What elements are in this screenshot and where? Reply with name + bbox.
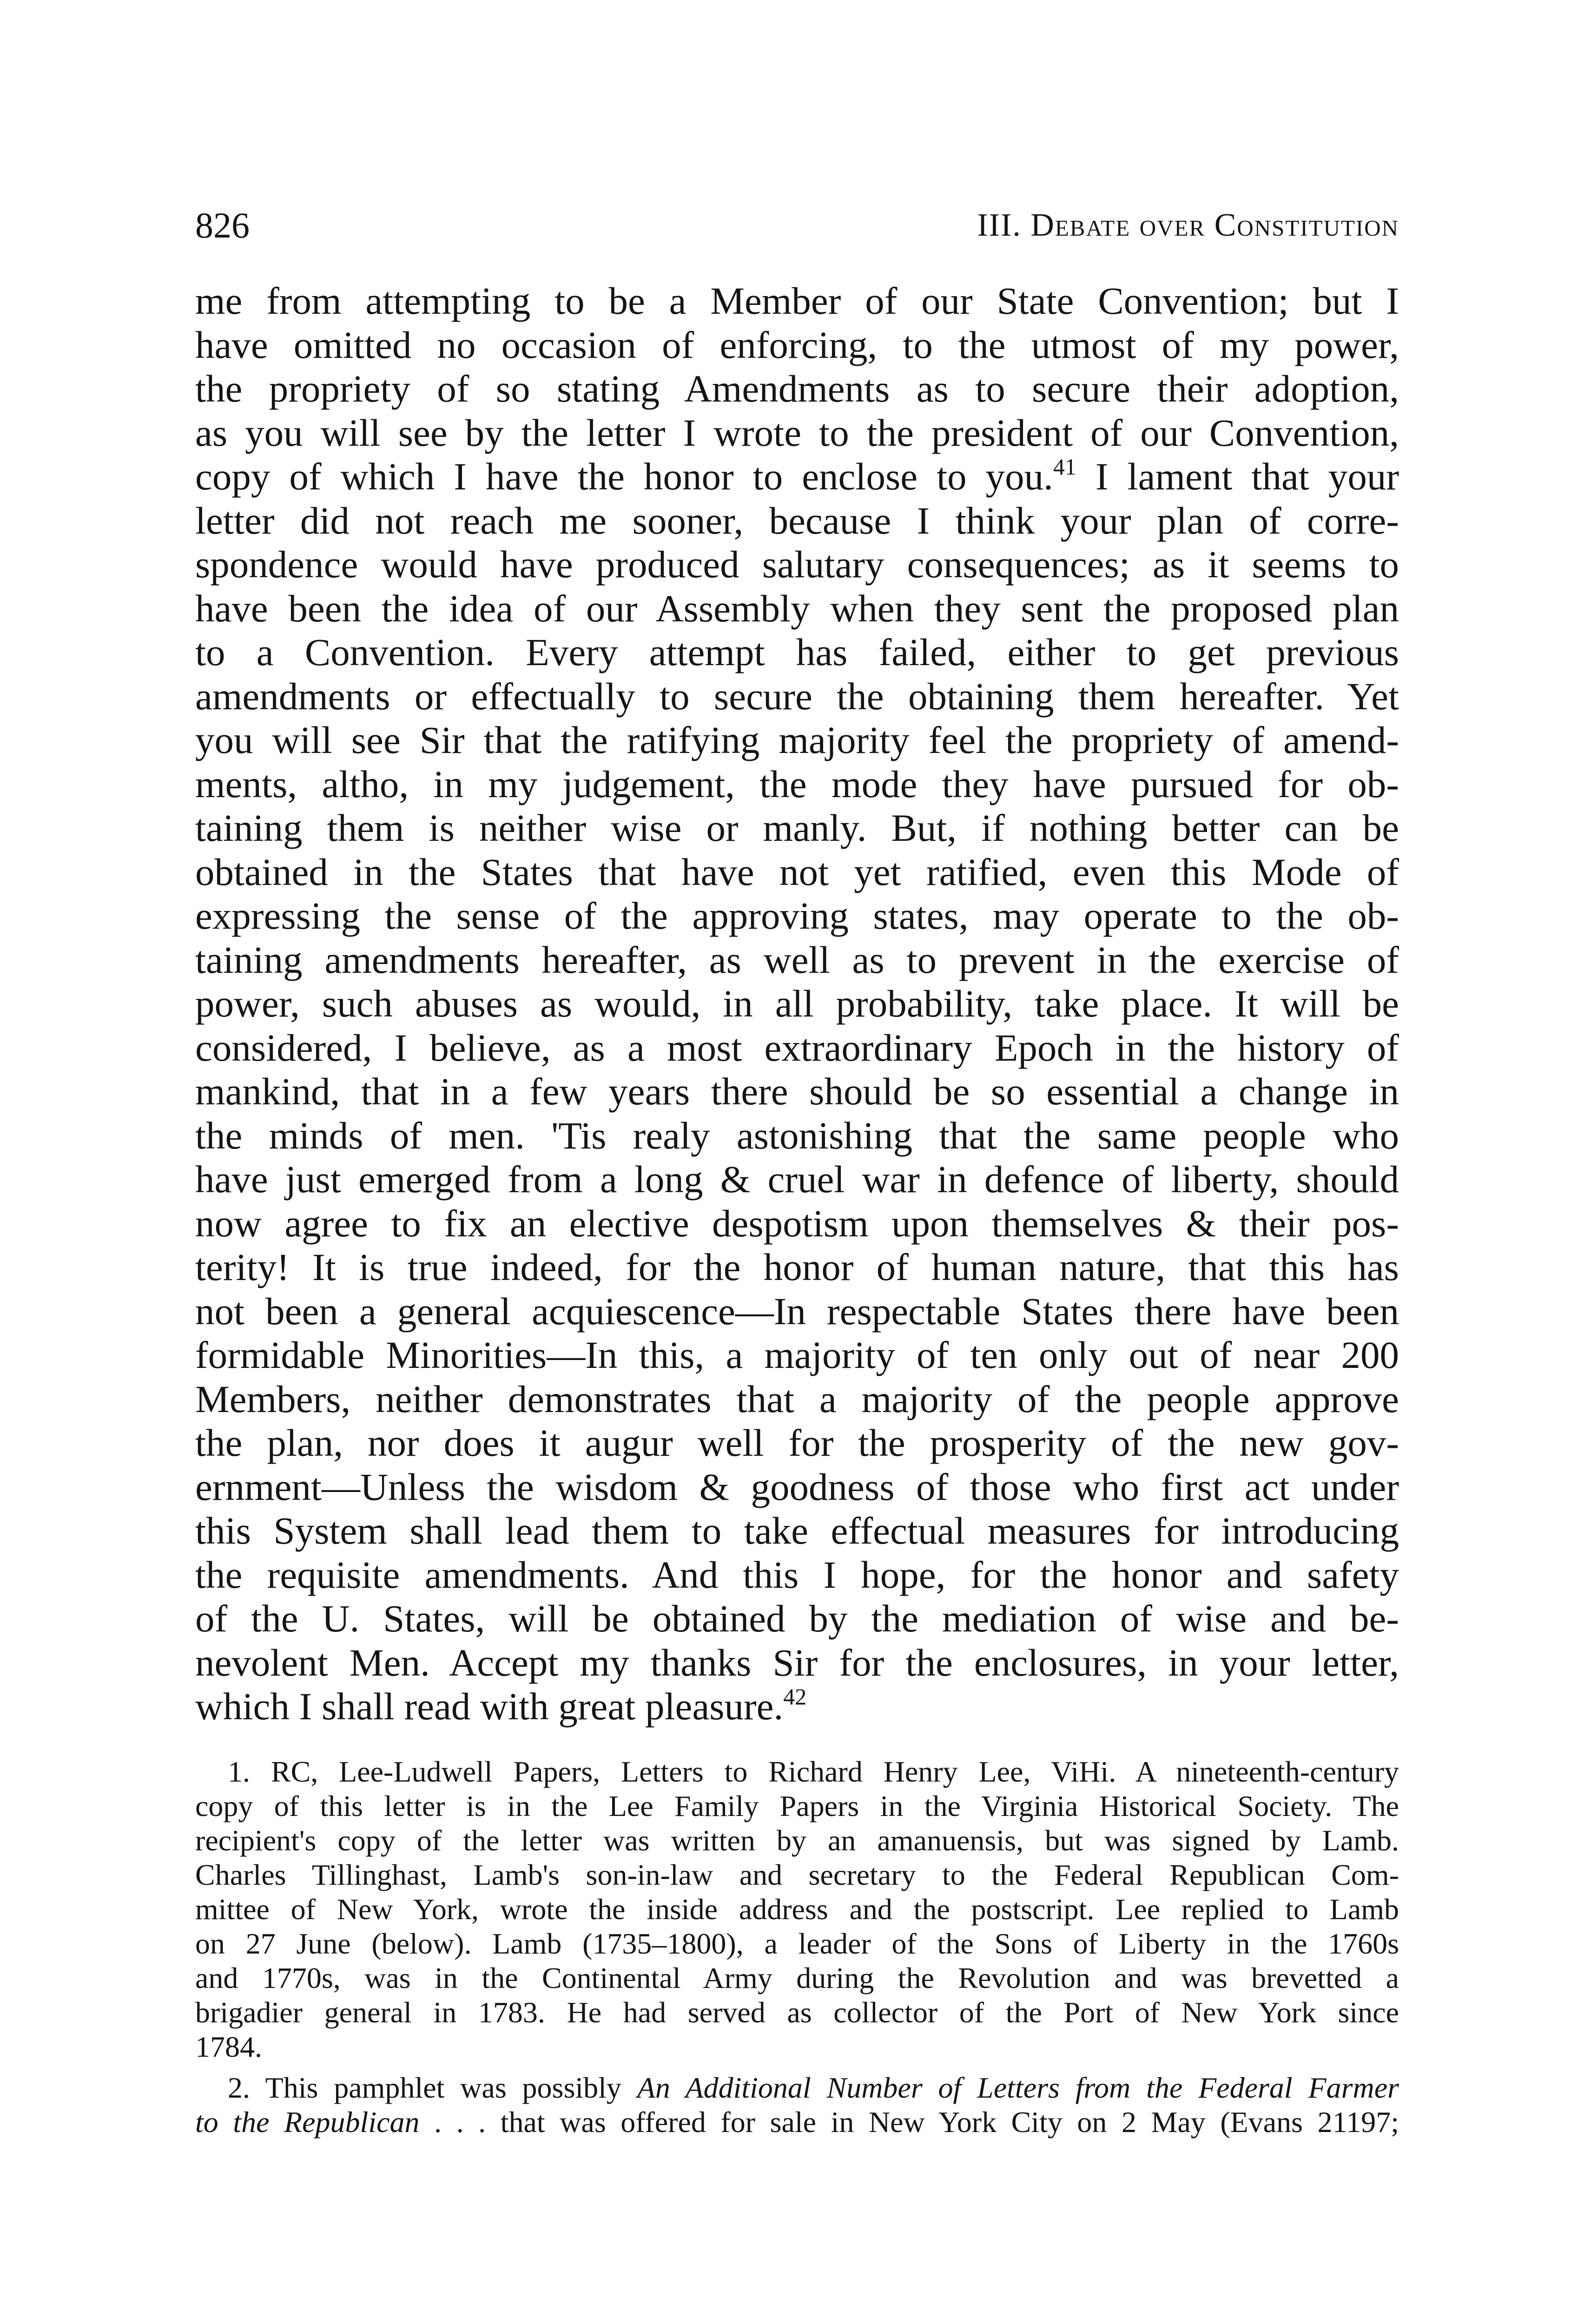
body-line: have omitted no occasion of enforcing, to the utmost of my power, — [195, 323, 1399, 366]
body-line: to a Convention. Every attempt has failed, either to get previous — [195, 631, 1399, 673]
body-line: amendments or effectually to secure the obtaining them hereafter. Yet — [195, 674, 1399, 718]
body-line: the plan, nor does it augur well for the prosperity of the new gov- — [195, 1421, 1399, 1464]
body-line: the propriety of so stating Amendments as to secure their adoption, — [195, 367, 1399, 410]
body-line: obtained in the States that have not yet ratified, even this Mode of — [195, 850, 1399, 893]
note-1-line: 1784. — [195, 2030, 262, 2063]
body-line: you will see Sir that the ratifying majority feel the propriety of amend- — [195, 719, 1399, 761]
letter-body — [195, 279, 1399, 1729]
body-line: taining amendments hereafter, as well as to prevent in the exercise of — [195, 938, 1399, 981]
body-line: letter did not reach me sooner, because I think your plan of corre- — [195, 499, 1399, 542]
body-line: ments, altho, in my judgement, the mode they have pursued for ob- — [195, 762, 1399, 805]
body-line: the requisite amendments. And this I hope, for the honor and safety — [195, 1553, 1399, 1596]
body-line: now agree to fix an elective despotism upon themselves & their pos- — [195, 1202, 1399, 1245]
note-1-line: on 27 June (below). Lamb (1735–1800), a leader of the Sons of Liberty in the 1760s — [195, 1927, 1399, 1960]
footnote-ref-41: 41 — [1053, 454, 1076, 480]
body-line: considered, I believe, as a most extraordinary Epoch in the history of — [195, 1026, 1399, 1069]
body-line: expressing the sense of the approving states, may operate to the ob- — [195, 894, 1399, 937]
body-line: of the U. States, will be obtained by the mediation of wise and be- — [195, 1597, 1399, 1640]
editorial-notes — [195, 1755, 1399, 2139]
body-line: taining them is neither wise or manly. But, if nothing better can be — [195, 806, 1399, 849]
note-1-line: brigadier general in 1783. He had served as collector of the Port of New York since — [195, 1996, 1399, 2029]
footnote-ref-42: 42 — [783, 1684, 807, 1710]
note-2-text: . . . that was offered for sale in New York City on 2 May (Evans 21197; — [419, 2106, 1399, 2139]
note-2-line — [195, 2105, 1399, 2139]
note-spacer — [195, 2064, 1399, 2071]
body-line: formidable Minorities—In this, a majority of ten only out of near 200 — [195, 1334, 1399, 1376]
note-1-line: copy of this letter is in the Lee Family Papers in the Virginia Historical Society. The — [195, 1789, 1399, 1822]
body-line: have just emerged from a long & cruel war in defence of liberty, should — [195, 1158, 1399, 1201]
body-line: as you will see by the letter I wrote to the president of our Convention, — [195, 411, 1399, 454]
note-2-line — [195, 2071, 1399, 2105]
note-2-pamphlet-title: An Additional Number of Letters from the Federal Farmer — [637, 2071, 1399, 2104]
body-line-with-footnote-42 — [195, 1684, 1399, 1729]
note-1-line: and 1770s, was in the Continental Army during the Revolution and was brevetted a — [195, 1961, 1399, 1994]
body-line: nevolent Men. Accept my thanks Sir for the enclosures, in your letter, — [195, 1641, 1399, 1684]
note-1-line: 1. RC, Lee-Ludwell Papers, Letters to Richard Henry Lee, ViHi. A nineteenth-century — [228, 1755, 1399, 1788]
note-2-text: 2. This pamphlet was possibly — [228, 2071, 637, 2104]
body-line: have been the idea of our Assembly when they sent the proposed plan — [195, 587, 1399, 630]
page-number: 826 — [195, 205, 250, 245]
body-line: spondence would have produced salutary consequences; as it seems to — [195, 543, 1399, 586]
body-line: power, such abuses as would, in all probability, take place. It will be — [195, 982, 1399, 1025]
body-line: mankind, that in a few years there should be so essential a change in — [195, 1070, 1399, 1113]
body-text-run: which I shall read with great pleasure. — [195, 1685, 784, 1728]
body-line: terity! It is true indeed, for the honor of human nature, that this has — [195, 1246, 1399, 1288]
body-line: Members, neither demonstrates that a majority of the people approve — [195, 1377, 1399, 1420]
body-text-run: copy of which I have the honor to enclose to you. — [195, 455, 1053, 498]
note-1-line: mittee of New York, wrote the inside address and the postscript. Lee replied to Lamb — [195, 1893, 1399, 1926]
body-line: me from attempting to be a Member of our State Convention; but I — [195, 279, 1399, 322]
note-1-line: Charles Tillinghast, Lamb's son-in-law and secretary to the Federal Republican Com- — [195, 1858, 1399, 1891]
body-line: this System shall lead them to take effectual measures for introducing — [195, 1509, 1399, 1552]
note-1-line: recipient's copy of the letter was written by an amanuensis, but was signed by Lamb. — [195, 1824, 1399, 1857]
body-line-with-footnote-41 — [195, 455, 1399, 499]
note-2-pamphlet-title: to the Republican — [195, 2106, 420, 2139]
running-head: III. Debate over Constitution — [977, 207, 1399, 243]
body-line: the minds of men. 'Tis realy astonishing that the same people who — [195, 1114, 1399, 1157]
body-line: not been a general acquiescence—In respectable States there have been — [195, 1289, 1399, 1333]
body-text-run: I lament that your — [1076, 455, 1399, 498]
page-header — [195, 200, 1399, 251]
body-line: ernment—Unless the wisdom & goodness of those who first act under — [195, 1465, 1399, 1508]
